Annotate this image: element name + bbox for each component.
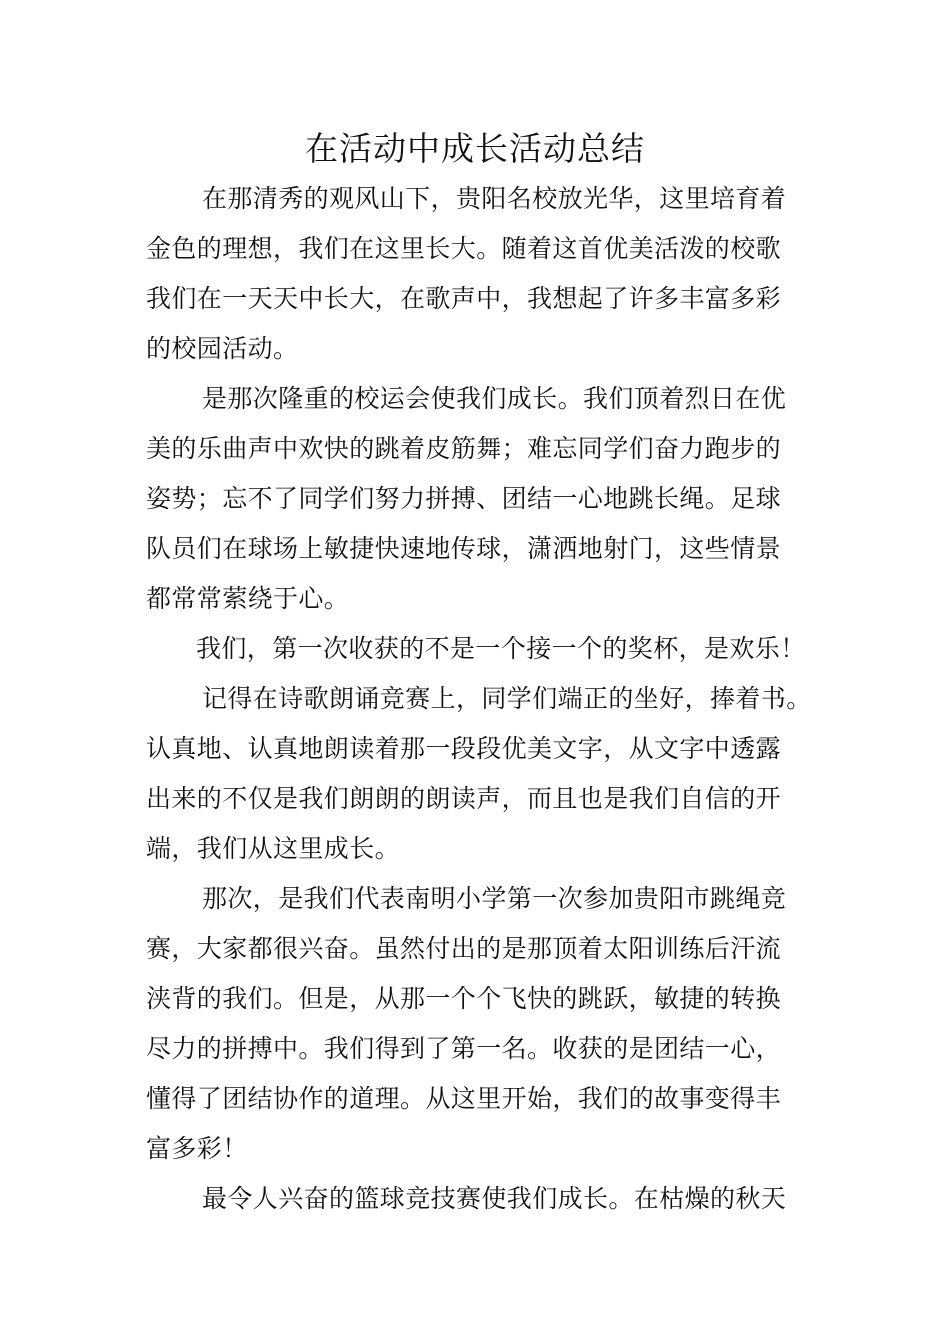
body-line: 赛，大家都很兴奋。虽然付出的是那顶着太阳训练后汗流: [146, 934, 782, 963]
body-line: 浃背的我们。但是，从那一个个飞快的跳跃，敏捷的转换: [146, 984, 782, 1013]
body-line: 美的乐曲声中欢快的跳着皮筋舞；难忘同学们奋力跑步的: [146, 434, 782, 463]
body-line: 懂得了团结协作的道理。从这里开始，我们的故事变得丰: [146, 1084, 782, 1113]
body-line: 富多彩！: [146, 1134, 248, 1163]
body-line: 尽力的拼搏中。我们得到了第一名。收获的是团结一心，: [146, 1034, 782, 1063]
body-line: 金色的理想，我们在这里长大。随着这首优美活泼的校歌: [146, 234, 782, 263]
body-line: 是那次隆重的校运会使我们成长。我们顶着烈日在优: [202, 384, 787, 413]
body-line: 队员们在球场上敏捷快速地传球，潇洒地射门，这些情景: [146, 534, 782, 563]
body-line: 都常常萦绕于心。: [146, 584, 350, 613]
body-line: 我们在一天天中长大，在歌声中，我想起了许多丰富多彩: [146, 284, 782, 313]
body-line: 记得在诗歌朗诵竞赛上，同学们端正的坐好，捧着书。: [202, 684, 812, 713]
body-line: 出来的不仅是我们朗朗的朗读声，而且也是我们自信的开: [146, 784, 782, 813]
body-line: 最令人兴奋的篮球竞技赛使我们成长。在枯燥的秋天: [202, 1184, 787, 1213]
body-line: 在那清秀的观风山下，贵阳名校放光华，这里培育着: [202, 184, 787, 213]
body-line: 端，我们从这里成长。: [146, 834, 401, 863]
body-line: 我们，第一次收获的不是一个接一个的奖杯，是欢乐！: [196, 634, 806, 663]
body-line: 那次，是我们代表南明小学第一次参加贵阳市跳绳竞: [202, 884, 787, 913]
body-line: 姿势；忘不了同学们努力拼搏、团结一心地跳长绳。足球: [146, 484, 782, 513]
body-line: 认真地、认真地朗读着那一段段优美文字，从文字中透露: [146, 734, 782, 763]
document-title: 在活动中成长活动总结: [305, 129, 645, 168]
body-line: 的校园活动。: [146, 334, 299, 363]
